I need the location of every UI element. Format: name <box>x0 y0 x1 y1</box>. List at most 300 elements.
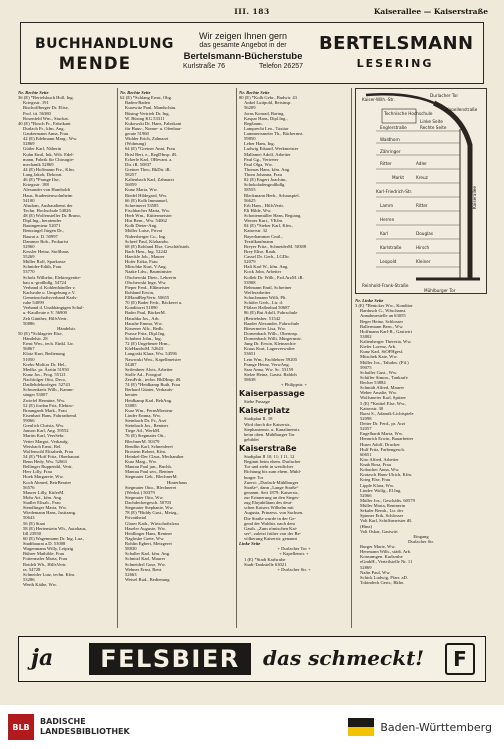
directory-entry: Steinbach Dr. Fr., Arzt <box>125 418 167 423</box>
directory-entry: Tiege Ad., WerkM. <box>125 428 161 434</box>
bertelsmann-brand <box>319 33 474 70</box>
directory-entry: Nr. Linke Seite <box>355 298 384 303</box>
map-label-kreuz: Kreuz <box>416 175 428 180</box>
directory-entry: Eisenhart Hans, Fahrradsend. <box>23 412 78 418</box>
directory-entry: 70 (E) Bader Fedr., Bäckerei u. <box>125 300 183 306</box>
directory-entry: Kiro Alfred, Arbeiter <box>360 456 399 462</box>
column-divider <box>117 88 118 628</box>
directory-entry: Hinterhaus <box>166 479 188 485</box>
directory-entry: Hennrich Erwin, Bauarbeiter <box>360 436 414 442</box>
directory-entry: Riedel Hildegard, Ww. <box>125 192 168 198</box>
directory-entry: Hofer Erika, Frau <box>125 259 158 265</box>
directory-entry: Tokindeck Gertr., Bkho. <box>360 579 405 585</box>
directory-entry: Leber Hans, Ing. <box>244 141 275 147</box>
directory-entry: 44 (E) Hoffmann Frz., Kfm. <box>23 166 75 172</box>
directory-entry: Stadtplan II, 18 <box>244 416 273 422</box>
directory-entry: Saar Anna, Ww. Sc. 53159 <box>244 366 294 372</box>
directory-entry: Lang Jakob, Dekorat. <box>23 172 63 177</box>
directory-entry: BlechnerM. 50379 <box>125 438 160 444</box>
directory-entry: Bentsingel Jürgen Dr., <box>23 228 65 234</box>
directory-entry: Heidlinger Hans, Rentner <box>125 530 173 536</box>
directory-entry: Kessler Heinz, Stoffhaus <box>23 248 69 254</box>
map-label-markt: Markt <box>392 175 404 180</box>
directory-entry: zur Erinnerung an den Sieges- <box>244 495 300 500</box>
directory-entry: Augusta, Prinzess. von Sachsen. <box>244 510 304 516</box>
directory-entry: Brostein Robert, Kfm. <box>125 448 167 454</box>
directory-entry: Kunz Maria, Ww. <box>125 187 158 193</box>
directory-entry: 53885 <box>125 402 137 408</box>
directory-entry: Baurat a. D. 50997 <box>23 233 58 239</box>
directory-entry: Müller Jos., Tabakw. (Fil.) <box>360 359 409 365</box>
directory-entry: Haus, Studentenwohnheim <box>23 192 73 198</box>
directory-entry: Kurz Marg., Ww. <box>125 459 158 464</box>
directory-entry: Nafin Paul, Ww. <box>360 569 391 575</box>
directory-entry: Gaukermann Anna, Frau <box>23 131 69 136</box>
directory-column-4 <box>355 298 487 630</box>
directory-entry: Dachdeckergesch. 50703 <box>125 500 172 505</box>
directory-entry: Bayerhammer Cmtl., <box>244 233 283 239</box>
directory-entry: Huser Adolf, Drucker <box>360 441 400 447</box>
directory-entry: 58638 <box>244 377 256 382</box>
directory-entry: Kurzwitz Paul, Mandschüu. <box>125 105 177 111</box>
directory-entry: 62 (E) *Schlang Ernst, Obg. <box>120 95 173 101</box>
directory-entry: Dir. iR. 50837 <box>125 161 152 167</box>
directory-entry: Haseler Auguste, Ww. <box>125 525 166 531</box>
directory-entry: 50 (E) *Schlageter Else, <box>18 330 63 336</box>
map-label-ritter: Ritter <box>380 161 392 166</box>
directory-entry: Biesermeier Lisa, Ww. <box>244 325 286 331</box>
directory-entry: Durlach Fr., kfm. Ang. <box>23 125 65 131</box>
directory-entry: Olschewski Dietr., Lehrerin <box>125 274 177 280</box>
directory-entry: Kuhn Emil, Ink. Wtb. Edel- <box>23 151 75 157</box>
library-name[interactable] <box>40 717 130 737</box>
directory-entry: zug Ehrjubiläum des deut- <box>244 500 293 506</box>
directory-entry: gend der Waldstr. nach dem <box>244 520 295 526</box>
directory-entry: Karlsruhe u. Umgebung e.V. <box>23 289 76 295</box>
directory-entry: mann, Fabrik für Chirurgie- <box>23 156 75 162</box>
directory-entry: mechanik 52869 <box>23 161 54 167</box>
directory-entry: Ballermann Bern., Ww. <box>360 323 404 329</box>
directory-entry: Fischbacher Marta, Ww. <box>125 207 171 213</box>
map-label-lamm: Lamm <box>380 203 394 208</box>
directory-entry: 66 (E) Kolb Immanuel, <box>125 197 168 203</box>
directory-entry: Mohr Art., kfm. Ang. <box>23 494 63 500</box>
directory-entry: Nawroski Wm., Kapellmeister <box>125 356 182 362</box>
directory-entry: 54 (E) *Hoff Fritz, Oberbaurat <box>23 453 80 459</box>
directory-entry: Stadtplan II 10, 11; I 11, 12 <box>244 454 295 459</box>
directory-entry: Nr. Rechte Seite <box>120 90 151 95</box>
directory-entry: + Kapellenstr. + <box>279 551 309 557</box>
map-label-ritter2: Ritter <box>416 203 428 208</box>
directory-entry: ra. 54728 <box>23 566 41 572</box>
map-label-muehlburger: Mühlburger Tor <box>424 288 456 293</box>
blb-logo-icon[interactable]: BLB <box>8 714 34 740</box>
directory-entry: Zuerst: „Durlach-Mühlburger <box>244 479 299 485</box>
state-brand[interactable] <box>348 718 492 736</box>
directory-entry: (Werkst.) 50379 <box>125 489 155 495</box>
directory-entry: Rohlin Egbert, Metzgerei <box>125 541 172 546</box>
directory-entry: 52079 <box>244 259 256 265</box>
directory-entry: Wagenmann Willy, Leipzig <box>23 546 74 552</box>
directory-entry: Müller Rolf, Sparkasse <box>23 259 66 265</box>
directory-entry: Schuchmann Willi, Plt. <box>244 295 287 300</box>
directory-entry: Bleckmann Herb., Schauspiel. <box>244 192 300 198</box>
directory-entry: Verband d. Unabhängigen Schul- <box>23 305 84 311</box>
directory-entry: Haushka Jos., Arb. <box>125 315 160 321</box>
directory-entry: W. Büsing KG 53311 <box>125 115 165 121</box>
directory-entry: gebildet <box>244 436 259 442</box>
directory-column-3 <box>239 90 349 630</box>
directory-entry: Haushe Emma, Ww. <box>125 320 163 326</box>
directory-entry: 52 (E) Jordan Friz, Elektro- <box>23 402 74 408</box>
directory-entry: Büsing-Vertrieb Dr. Ing. <box>125 110 170 116</box>
directory-entry: Bischoffberger Dr. Elise, <box>23 105 69 111</box>
directory-entry: Textilkaufmann <box>244 238 274 244</box>
street-map <box>355 88 487 294</box>
directory-entry: Wehner Ernst, Rent. <box>125 566 163 572</box>
directory-entry: Kratzsch Hans-Ulrich, Kfm. <box>360 472 413 478</box>
directory-entry: Kriegsstr. 191 <box>23 100 49 106</box>
directory-entry: sänger 53007 <box>23 392 48 398</box>
directory-entry: Schreinerei 53585 <box>125 202 159 208</box>
directory-entry: Ankel Luitpold, Reisinsp. <box>244 100 292 106</box>
directory-entry: 80 (E) *Kolb Gebr., Badwir. 43 <box>239 95 297 101</box>
column-divider <box>351 88 352 628</box>
directory-entry: Paul Olga, Ww. <box>244 161 273 167</box>
directory-entry: 58830 <box>125 546 137 552</box>
directory-entry: Dadleltdekorfeger. 52743 <box>23 382 70 388</box>
directory-entry: Klotz Kurt, Bedienung <box>23 351 65 357</box>
directory-entry: Linke Seite <box>239 541 261 547</box>
directory-entry: Naake Ldw., Bauminister <box>125 269 172 275</box>
street-heading: Kaiserallee — Kaiserstraße <box>373 6 488 16</box>
baden-wuerttemberg-flag-icon <box>348 718 374 736</box>
directory-entry: Schubert John., Ing. <box>125 336 162 341</box>
directory-entry: 52869 <box>360 564 372 570</box>
directory-entry: Mallamei Adolf, Arbeiter <box>244 151 291 157</box>
directory-entry: Vetter Margot, Verkaufg. <box>23 438 69 444</box>
directory-entry: Kollek Dr. Wilh., Fzd.ArzM. iR. <box>244 274 304 280</box>
directory-entry: Kobacher Anna, Ww. <box>360 467 400 473</box>
directory-entry: Richtung bis zum ehem. Mühl- <box>244 469 302 475</box>
directory-entry: Nagloske Grete, Ww. <box>125 535 165 541</box>
directory-entry: Rehmann Emil, Schreiner <box>244 284 292 290</box>
directory-entry: Lein Wm., Fachlehrer 59205 <box>244 356 298 362</box>
directory-entry: Seifenbeer Alois, Arbeiter <box>125 366 173 372</box>
page-number: III. 183 <box>234 6 270 16</box>
directory-entry: eGmbH., Verteilstelle Nr. 11 <box>360 559 413 565</box>
directory-entry: Paul Gg., Vertreter <box>244 156 279 162</box>
directory-entry: KfzHandwM. 52643 <box>125 346 164 352</box>
directory-entry: Händelstr. <box>57 325 76 331</box>
ad-address: Kurlstraße 76 <box>183 63 226 70</box>
directory-entry: Nr. Rechte Seite <box>18 90 49 95</box>
directory-entry: Ernst Wm., tech. Einkl. Ltr. <box>23 341 74 347</box>
directory-entry: Beginnt beim ehem. Durlacher <box>244 459 301 465</box>
directory-entry: Gütler Karl, Näherin <box>23 146 62 152</box>
directory-entry: Mitschke Kurt, V.Ang. <box>125 264 167 270</box>
directory-entry: berater <box>125 392 138 398</box>
directory-entry: Deiter Dr. Ferd., pr. Arzt <box>360 421 406 426</box>
directory-entry: Maurer Lilly, KüferM. <box>23 489 65 495</box>
directory-entry: Hoek Margarete, Ww. <box>23 474 64 480</box>
directory-entry: Dammer Rob., Prokurist <box>23 238 69 244</box>
directory-entry: 56209 <box>244 105 256 111</box>
directory-entry: 48 (E) Wolfensteller Dr. Bruno, <box>23 213 81 218</box>
directory-entry: Müller Maria, Rentnerin <box>360 503 406 508</box>
felsbier-ja: ja <box>31 645 54 671</box>
directory-entry: Fottermaler Maria, Frau <box>23 556 68 562</box>
bertelsmann-title: BERTELSMANN <box>319 33 474 54</box>
directory-entry: Cassel Dr. Gerh., LGDir. <box>244 254 290 259</box>
directory-entry: für Haus-, Nonne- u. Ofenbau- <box>125 125 182 131</box>
directory-entry: 60651 <box>360 451 372 457</box>
directory-entry: Rohland Erwin, <box>125 289 155 295</box>
directory-entry: Engelhardt Maria, Ww. <box>360 431 403 437</box>
directory-entry: Breyer Fritz., SchneiderM. 50388 <box>244 243 307 249</box>
directory-entry: Kunz Jos., Prog. 55121 <box>23 371 66 377</box>
directory-entry: Stolle Ad., Fotograf <box>125 371 162 377</box>
directory-entry: Kaltenbach Karl, Zahnarzt <box>125 177 174 183</box>
directory-entry: 50886 <box>23 320 35 326</box>
directory-entry: (Wohnung) <box>125 141 146 147</box>
directory-entry: 56625 <box>244 197 256 203</box>
directory-entry: 53802 <box>360 333 372 339</box>
directory-entry: Durlacher Str. <box>408 538 434 544</box>
map-label-karl: Karl <box>380 231 389 236</box>
page-header <box>16 4 488 18</box>
bookshop-advertisement <box>20 22 484 84</box>
directory-entry: völkerung Kaiserstr. genannt <box>244 536 297 541</box>
directory-entry: Stelze Heinz, Gastst. Baldoh <box>244 371 297 377</box>
directory-entry: + Philippstr. + <box>280 382 308 388</box>
directory-entry: 82 (E) Engert Joachim, <box>244 177 287 183</box>
directory-entry: Kiefer Lorenz, Arb. <box>360 344 397 350</box>
directory-entry: Kaltenberger Theresia, Ww. <box>360 339 412 344</box>
directory-entry: 59075 <box>360 364 372 370</box>
directory-entry: Kunz Karl, StOFHgesf. <box>360 349 404 355</box>
directory-entry: 59850 <box>244 136 256 142</box>
directory-entry: Stadt-Tankstelle 63021 <box>244 561 287 567</box>
directory-entry: Burst S., Adamik-Lichtspiele <box>360 410 414 416</box>
directory-entry: Burger Marie, Ww. <box>360 544 396 549</box>
directory-entry: Händelstr. 28 <box>23 336 48 341</box>
directory-entry: Gasth. „Zum römischen Kai- <box>244 525 298 531</box>
directory-entry: Weisel Rud., Bedienung <box>125 576 170 582</box>
map-label-douglas: Douglas <box>416 231 434 236</box>
map-label-karl-friedrich: Karl-Friedrich-Str. <box>376 189 413 194</box>
directory-entry: Müller Jos., Geschäfts. 60579 <box>360 497 415 503</box>
directory-entry: Werth Käthe, Ww. <box>23 582 57 587</box>
directory-entry: ZeruFrdr., techn. BbDInsp. iR. <box>125 377 182 382</box>
directory-entry: Krebs-Molitor Dr. Hel., <box>23 361 67 367</box>
directory-entry: Ludwig Eduard, Werkmeister <box>244 146 299 152</box>
directory-entry: Olschewski Inge, Ww. <box>125 279 167 285</box>
ad-middle-text <box>171 31 315 70</box>
directory-entry: Schokoladengroßhdlg. <box>244 182 286 188</box>
directory-entry: Iill 23930 <box>23 530 41 536</box>
directory-entry: u.-Kaufleute e.V. 56900 <box>23 310 67 316</box>
felsbier-logo-icon: F <box>445 643 475 675</box>
map-label-techn: Technische Hochschule <box>384 111 433 116</box>
directory-entry: Schnitzl Karl, Maurer <box>125 556 166 562</box>
directory-entry: Haeckle Joh., Maurer <box>125 254 165 259</box>
directory-entry: 52066 <box>360 492 372 498</box>
directory-entry: Beger Heinz, Schlosser <box>360 318 403 324</box>
directory-entry: 50643 <box>23 515 35 521</box>
directory-entry: Kock John, Arbeiter <box>244 269 282 275</box>
directory-entry: Scholz Wilhelm, Elektrogeräte- <box>23 274 82 280</box>
directory-entry: Weisbach Ernst, Bel. <box>23 443 62 449</box>
directory-entry: bau u.-großhdlg. 54724 <box>23 279 67 285</box>
street-map-drawing <box>356 89 487 294</box>
directory-entry: Eingang <box>413 533 429 539</box>
directory-entry: Heinkel-Der Claus, Mechaniker <box>125 453 184 459</box>
directory-entry: Baden-Baden <box>125 100 151 106</box>
directory-entry: Baader Alexander, Fahrschule <box>244 320 300 326</box>
directory-entry: Stendlinger Maria, Ww. <box>23 505 68 511</box>
directory-entry: 58555 <box>244 187 256 193</box>
bookshop-name-line1: BUCHHANDLUNG <box>35 36 174 52</box>
directory-entry: Verband d. Kohlenhändler v. <box>23 284 76 290</box>
directory-entry: 72 (E) Ungeheuer Hrm., <box>125 341 170 347</box>
directory-entry: 5 (E) *Knittel Else, Ww., <box>360 400 407 406</box>
directory-entry: Kolb Dieter-Ang. <box>125 223 158 229</box>
directory-entry: 52663 <box>125 571 137 577</box>
directory-entry: 52057 <box>360 426 372 432</box>
ad-middle-line1: Wir zeigen Ihnen gern <box>198 31 288 41</box>
directory-entry: 53908 <box>244 279 256 285</box>
directory-entry: Kukowski Dr. Hans, Fabrikant <box>125 120 182 126</box>
map-label-kleiner: Kleiner <box>416 259 431 264</box>
directory-entry: Kissener Alfr., Bedh. <box>125 325 164 331</box>
directory-entry: Herrmann Wilh., städt. Arb. <box>360 549 412 555</box>
directory-entry: Bardusch G., Wäschanst. <box>360 308 407 314</box>
directory-entry: Prasse Fritz, Dipl.Ing. <box>125 330 166 336</box>
directory-entry: Hoffmann Karl-R., Gastwirt <box>360 328 412 334</box>
map-label-zaehringer: Zähringer <box>380 149 401 154</box>
directory-entry: Weber Amalie, Ww. <box>360 390 398 396</box>
directory-entry: Kriegsstr. 188 <box>23 182 49 188</box>
street-heading-entry: Kaiserplatz <box>239 406 290 416</box>
directory-entry: 53286 <box>23 576 35 582</box>
directory-entry: Straße“, dann „Lange Straße“ <box>244 484 299 490</box>
directory-entry: Lipple Klara, Ww. <box>360 482 395 488</box>
directory-entry: Nr. Rechte Seite <box>239 90 270 95</box>
directory-entry: Widder Erich, Zahnarzt <box>125 136 169 142</box>
directory-entry: ruhe 54099 <box>23 300 44 306</box>
directory-entry: 58257 <box>125 172 137 177</box>
directory-entry: Kaiserstr. 32 <box>244 228 268 234</box>
directory-entry: Volt Oskar, Gastwirt <box>360 528 398 534</box>
directory-entry: Schmidt Alfred, Maurer <box>360 385 405 391</box>
directory-entry: Koch Ahmed, BetrBerater <box>23 479 72 485</box>
directory-entry: Steinbach Jos., Rentner <box>125 423 169 429</box>
directory-entry: Haft Karl W., kfm. Ang. <box>244 264 289 270</box>
directory-entry: Volt Karl, Schiffsmeister iR. <box>360 518 413 524</box>
directory-entry: genannt. Seit 1879: Kaiserstr., <box>244 489 300 495</box>
directory-entry: Ahsdom, Ausbaudienst der <box>23 202 73 208</box>
directory-entry: Siehe Passage <box>244 399 270 405</box>
directory-column-1 <box>18 90 115 630</box>
directory-entry: Schottenmüller Hans, Regiang. <box>244 213 302 218</box>
directory-entry: 84 (E) *Sieber Karl, Kfm., <box>244 223 294 229</box>
directory-entry: 42 (E) Edelmann Marg., Ww. <box>23 136 78 142</box>
directory-entry: Spinner Erik, Schlosser <box>360 513 404 519</box>
directory-entry: Becher 53884 <box>360 380 386 385</box>
directory-entry: Kraus Kurt, Lagerverwalter <box>244 346 295 352</box>
directory-entry: 78 (E) *Biddy Gust., Metzg., <box>125 510 179 516</box>
ad-address-row <box>171 63 315 70</box>
directory-entry: Schwenkreis Wilh., Kamm- <box>23 387 75 393</box>
directory-entry: Eckerle Karl, ORevant. a. <box>125 156 173 162</box>
directory-entry: Krieg Else, Frau <box>360 477 391 483</box>
directory-entry: Greulich Christa, Ww. <box>23 423 65 429</box>
map-label-kapellen: Kapellenstraße <box>446 107 478 112</box>
directory-entry: ElHandRepVertr. 50655 <box>125 295 170 300</box>
directory-entry: Werner Kurt., VKfm. <box>244 218 284 224</box>
directory-entry: Brisl Bert, e., RegDInsp. iR. <box>125 151 178 157</box>
directory-entry: Martin Karl, VersSekr. <box>23 433 65 439</box>
directory-entry: Bendlin Karl, Schneiderei <box>125 443 173 449</box>
directory-entry: Reidelt Wh., HilfsVertr. <box>23 561 67 567</box>
directory-entry: 56 (E) Staat <box>23 520 45 526</box>
directory-entry: Nachfolger Otto, Deco, <box>23 377 67 382</box>
directory-entry: Bader Paul, BäckerM. <box>125 310 166 316</box>
directory-entry: Stadler Elisab., Frau <box>23 500 61 505</box>
directory-entry: Die Straße wurde in der Ge- <box>244 515 296 521</box>
directory-entry: beim oben. Mühlburger Tor <box>244 431 295 437</box>
directory-entry: Mantau Paul jun., Buchh. <box>125 464 172 470</box>
directory-entry: Schick Ludwig, Pfarr. aD. <box>360 574 408 580</box>
ad-middle-line3: Bertelsmann-Bücherstube <box>183 51 303 62</box>
directory-entry: Stegmaier Otto, Ww. <box>125 494 164 500</box>
directory-entry: Schnider-Edith, Frau <box>23 264 62 270</box>
directory-entry: Pfälzer Hallenbad 50687 <box>244 305 290 311</box>
directory-entry: Nidersberger Co., Ing. <box>125 233 167 239</box>
directory-column-2 <box>120 90 234 630</box>
directory-entry: Thomas Hans, kfm. Ang. <box>244 166 291 172</box>
directory-entry: Lammertsmeier Th., Bäckermst. <box>244 131 304 136</box>
directory-entry: Prange Heinz, VerwAng. <box>244 361 290 367</box>
map-label-rheinstrasse: Reinhold-Frank-Straße <box>362 283 409 288</box>
directory-entry: Schneiderl Guse, Ww. <box>125 561 166 567</box>
directory-entry: burger Tor <box>244 474 264 480</box>
directory-entry: 51050 <box>23 356 35 362</box>
directory-entry: Tor und zieht in westlicher <box>244 464 294 470</box>
directory-entry: Wolfensohl Elisabeth, Frau <box>23 448 74 454</box>
directory-entry: Pieper Ferd., Elßmeister <box>125 284 170 290</box>
bertelsmann-subtitle: LESERING <box>356 57 434 70</box>
directory-entry: Heidkamp Karl, BehAng. <box>125 397 173 403</box>
directory-entry: Wiedemann Hans, Justizang. <box>23 510 77 516</box>
map-label-linke: Linke Seite <box>420 119 443 124</box>
felsbier-slogan: das schmeckt! <box>263 646 425 670</box>
directory-entry: Zwiefel Hermine, Ww. <box>23 397 66 403</box>
directory-entry: Mantau Paul sen., Rentner <box>125 469 174 475</box>
column-divider <box>236 88 237 628</box>
directory-entry: + Durlacher Tor + <box>277 546 311 552</box>
directory-entry: (Betriebsber. 51542 <box>244 315 281 321</box>
directory-entry: Stegmaier Otto., Blechnerei <box>125 484 177 490</box>
directory-entry: 60 (E) Wagenmann Dr. Ing. Luz., <box>23 535 85 541</box>
directory-entry: Braungardt Mark., Frau <box>23 407 67 413</box>
directory-entry: Privatthetal <box>125 515 147 521</box>
directory-entry: Jorns Konrad, Baring. <box>244 110 285 116</box>
directory-entry: Schäfer Gerh., Ltr. d. <box>244 300 283 306</box>
directory-entry: Berhard Günter, Verkaufs- <box>125 387 174 393</box>
directory-entry: Stephanienstr. u. Kanalinenstr. <box>244 426 301 432</box>
